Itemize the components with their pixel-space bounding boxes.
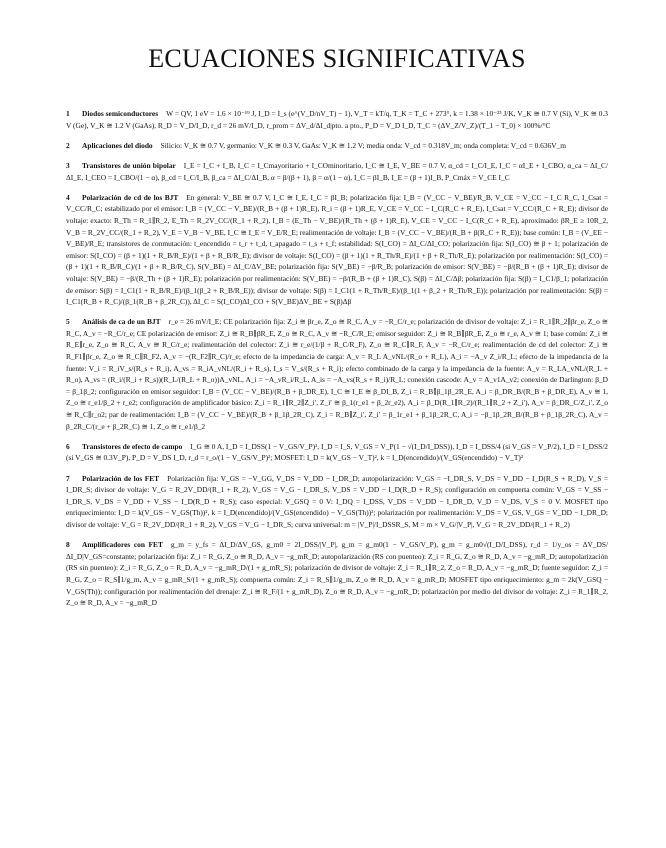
section-body: r_e = 26 mV/I_E; CE polarización fija: Z_i ≅ βr_e, Z_o ≅ R_C, A_v = −R_C/r_e; polarización de divisor de voltaje: Z_i = R_1∥R_2∥βr_e, Z_o ≅ R_C, A_v = −R_C/r_e; CE polarización de emisor: Z_i ≅ R_B∥βR_E, Z_o ≅ R_C, A_v ≅ −R_C/R_E; emisor seguidor: Z_i ≅ R_B∥βR_E, Z_o ≅ r_e, A_v ≅ 1; base común: Z_i ≅ R_E∥r_e, Z_o ≅ R_C, A_v ≅ R_C/r_e; realimentación del colector: Z_i ≅ r_e/(1/β + R_C/R_F), Z_o ≅ R_C∥R_F, A_v = −R_C/r_e; realimentación de cd del colector: Z_i ≅ R_F1∥βr_e, Z_o ≅ R_C∥R_F2, A_v = −(R_F2∥R_C)/r_e; efecto de la impedancia de carga: A_v = R_L A_vNL/(R_o + R_L), A_i = −A_v Z_i/R_L; efecto de la impedancia de la fuente: V_i = R_iV_s/(R_s + R_i), A_vs = R_iA_vNL/(R_i + R_s), I_s = V_s/(R_s + R_i); efecto combinado de la carga y la impedancia de la fuente: A_v = R_LA_vNL/(R_L + R_o), A_vs = (R_i/(R_i + R_s))(R_L/(R_L + R_o))A_vNL, A_i = −A_vR_i/R_L, A_is = −A_vs(R_s + R_i)/R_L; conexión cascode: A_v = A_v1A_v2; conexión de Darlington: β_D = β_1β_2; configuración en emisor seguidor: I_B = (V_CC − V_BE)/(R_B + β_DR_E), I_C ≅ I_E ≅ β_DI_B, Z_i = R_B∥β_1β_2R_E, A_i = β_DR_B/(R_B + β_DR_E), A_v ≅ 1, Z_o ≅ r_e1/β_2 + r_e2; configuración de amplificador básico: Z_i = R_1∥R_2∥Z_i′, Z_i′ ≅ β_1(r_e1 + β_2r_e2), A_i = β_D(R_1∥R_2)/(R_1∥R_2 + Z_i′), A_v = β_DR_C/Z_i′, Z_o ≅ R_C∥r_o2; par de realimentación: I_B = (V_CC − V_BE)/(R_B + β_1β_2R_C), Z_i = R_B∥Z_i′, Z_i′ = β_1r_e1 + β_1β_2R_C, A_i = −β_1β_2R_B/(R_B + β_1β_2R_C), A_v = β_2R_C/(r_e + β_2R_C) ≅ 1, Z_o ≅ r_e1/β_2 (66, 317, 608, 431)
section-number: 1 (66, 109, 70, 118)
section-title: Transistores de efecto de campo (82, 441, 183, 451)
section-aplicaciones-diodo (66, 140, 608, 152)
section-number: 8 (66, 540, 70, 550)
section-title: Análisis de ca de un BJT (82, 317, 161, 327)
section-number: 7 (66, 473, 70, 483)
section-body: En general: V_BE ≅ 0.7 V, I_C ≅ I_E, I_C = βI_B; polarización fija: I_B = (V_CC − V_BE)/R_B, V_CE = V_CC − I_C R_C, I_Csat = V_CC/R_C; estabilizado por el emisor: I_B = (V_CC − V_BE)/(R_B + (β + 1)R_E), R_i = (β + 1)R_E, V_CE = V_CC − I_C(R_C + R_E), I_Csat = V_CC/(R_C + R_E); divisor de voltaje: exacto: R_Th = R_1∥R_2, E_Th = R_2V_CC/(R_1 + R_2), I_B = (E_Th − V_BE)/(R_Th + (β + 1)R_E), V_CE = V_CC − I_C(R_C + R_E), aproximado: βR_E ≥ 10R_2, V_B = R_2V_CC/(R_1 + R_2), V_E = V_B − V_BE, I_C ≅ I_E = V_E/R_E; realimentación de voltaje: I_B = (V_CC − V_BE)/(R_B + β(R_C + R_E)); base común: I_B = (V_EE − V_BE)/R_E; transistores de conmutación: t_encendido = t_r + t_d, t_apagado = t_s + t_f; estabilidad: S(I_CO) = ΔI_C/ΔI_CO; polarización fija: S(I_CO) ≅ β + 1; polarización de emisor: S(I_CO) = (β + 1)(1 + R_B/R_E)/(1 + β + R_B/R_E); divisor de voltaje: S(I_CO) = (β + 1)(1 + R_Th/R_E)/(1 + β + R_Th/R_E); polarización por realimentación: S(I_CO) = (β + 1)(1 + R_B/R_C)/(1 + β + R_B/R_C), S(V_BE) = ΔI_C/ΔV_BE; polarización fija: S(V_BE) = −β/R_B; polarización de emisor: S(V_BE) = −β/(R_B + (β + 1)R_E); divisor de voltaje: S(V_BE) = −β/(R_Th + (β + 1)R_E); polarización por realimentación: S(V_BE) = −β/(R_B + (β + 1)R_C), S(β) = ΔI_C/Δβ; polarización fija: S(β) = I_C1/β_1; polarización de emisor: S(β) = I_C1(1 + R_B/R_E)/(β_1(β_2 + R_B/R_E)); divisor de voltaje: S(β) = I_C1(1 + R_Th/R_E)/(β_1(1 + β_2 + R_Th/R_E)); polarización por realimentación: S(β) = I_C1(R_B + R_C)/(β_1(R_B + β_2R_C)), ΔI_C = S(I_CO)ΔI_CO + S(V_BE)ΔV_BE + S(β)Δβ (66, 192, 609, 307)
section-number: 6 (66, 441, 70, 451)
section-body: Silicio: V_K ≅ 0.7 V, germanio: V_K ≅ 0.3 V, GaAs: V_K ≅ 1.2 V; media onda: V_cd = 0.318V_m; onda completa: V_cd = 0.636V_m (160, 140, 567, 150)
section-title: Aplicaciones del diodo (82, 140, 153, 150)
section-number: 3 (66, 160, 70, 170)
section-body: Polarización fija: V_GS = −V_GG, V_DS = V_DD − I_DR_D; autopolarización: V_GS = −I_DR_S, V_DS = V_DD − I_D(R_S + R_D), V_S = I_DR_S; divisor de voltaje: V_G = R_2V_DD/(R_1 + R_2), V_GS = V_G − I_DR_S, V_DS = V_DD − I_D(R_D + R_S); configuración en compuerta común: V_GS = V_SS − I_DR_S, V_DS = V_DD + V_SS − I_D(R_D + R_S); caso especial: V_GSQ = 0 V: I_DQ = I_DSS, V_DS = V_DD − I_DR_D, V_D = V_DS, V_S = 0 V. MOSFET tipo enriquecimiento: I_D = k(V_GS − V_GS(Th))², k = I_D(encendido)/(V_GS(encendido) − V_GS(Th))²; polarización por realimentación: V_DS = V_GS, V_GS = V_DD − I_DR_D; divisor de voltaje: V_G = R_2V_DD/(R_1 + R_2), V_GS = V_G − I_DR_S; curva universal: m = |V_P|/I_DSSR_S, M = m × V_G/|V_P|, V_G = R_2V_DD/(R_1 + R_2) (66, 473, 608, 529)
section-body: W = QV, 1 eV = 1.6 × 10⁻¹⁹ J, I_D = I_s (e^(V_D/nV_T) − 1), V_T = kT/q, T_K = T_C + 273°, k = 1.38 × 10⁻²³ J/K, V_K ≅ 0.7 V (Si), V_K ≅ 0.3 V (Ge), V_K ≅ 1.2 V (GaAs), R_D = V_D/I_D, r_d = 26 mV/I_D, r_prom = ΔV_d/ΔI_d|pto. a pto., P_D = V_D I_D, T_C = (ΔV_Z/V_Z)/(T_1 − T_0) × 100%/°C (66, 109, 608, 130)
section-title: Polarización de los FET (82, 473, 160, 483)
section-polarizacion-fet (66, 473, 608, 531)
section-number: 4 (66, 192, 70, 202)
section-title: Amplificadores con FET (82, 540, 163, 550)
section-analisis-ca-bjt (66, 316, 608, 432)
section-number: 5 (66, 317, 70, 327)
section-title: Polarización de cd de los BJT (82, 192, 179, 202)
page-title: ECUACIONES SIGNIFICATIVAS (148, 44, 526, 73)
section-amplificadores-fet (66, 539, 608, 609)
section-polarizacion-bjt (66, 192, 608, 308)
section-title: Transistores de unión bipolar (82, 160, 176, 170)
section-number: 2 (66, 140, 70, 150)
section-body: I_E = I_C + I_B, I_C = I_Cmayoritario + I_COminoritario, I_C ≅ I_E, V_BE = 0.7 V, α_cd = I_C/I_E, I_C = αI_E + I_CBO, α_ca = ΔI_C/ΔI_E, I_CEO = I_CBO/(1 − α), β_cd = I_C/I_B, β_ca = ΔI_C/ΔI_B, α = β/(β + 1), β = α/(1 − α), I_C = βI_B, I_E = (β + 1)I_B, P_Cmáx = V_CE I_C (66, 160, 608, 182)
section-body: I_G ≅ 0 A, I_D = I_DSS(1 − V_GS/V_P)², I_D = I_S, V_GS = V_P(1 − √(I_D/I_DSS)), I_D = I_DSS/4 (si V_GS = V_P/2), I_D = I_DSS/2 (si V_GS ≅ 0.3V_P), P_D = V_DS I_D, r_d = r_o/(1 − V_GS/V_P)²; MOSFET: I_D = k(V_GS − V_T)², k = I_D(encendido)/(V_GS(encendido) − V_T)² (66, 441, 608, 463)
section-title: Diodos semiconductores (82, 109, 159, 118)
section-diodos (66, 108, 608, 131)
section-body: g_m = y_fs = ΔI_D/ΔV_GS, g_m0 = 2I_DSS/|V_P|, g_m = g_m0(1 − V_GS/V_P), g_m = g_m0√(I_D/I_DSS), r_d = 1/y_os = ΔV_DS/ΔI_D|V_GS=constante; polarización fija: Z_i = R_G, Z_o ≅ R_D, A_v = −g_mR_D; autopolarización (RS con puenteo): Z_i = R_G, Z_o ≅ R_D, A_v = −g_mR_D; autopolarización (RS sin puenteo): Z_i = R_G, Z_o = R_D, A_v = −g_mR_D/(1 + g_mR_S); polarización de divisor de voltaje: Z_i = R_1∥R_2, Z_o = R_D, A_v = −g_mR_D; fuente seguidor: Z_i = R_G, Z_o = R_S∥1/g_m, A_v = g_mR_S/(1 + g_mR_S); compuerta común: Z_i = R_S∥1/g_m, Z_o ≅ R_D, A_v = g_mR_D; MOSFET tipo enriquecimiento: g_m = 2k(V_GSQ − V_GS(Th)); configuración por realimentación del drenaje: Z_i ≅ R_F/(1 + g_mR_D), Z_o ≅ R_D, A_v = −g_mR_D; polarización por medio del divisor de voltaje: Z_i = R_1∥R_2, Z_o ≅ R_D, A_v = −g_mR_D (66, 540, 608, 608)
section-fet (66, 441, 608, 464)
section-transistores-bipolar (66, 160, 608, 183)
